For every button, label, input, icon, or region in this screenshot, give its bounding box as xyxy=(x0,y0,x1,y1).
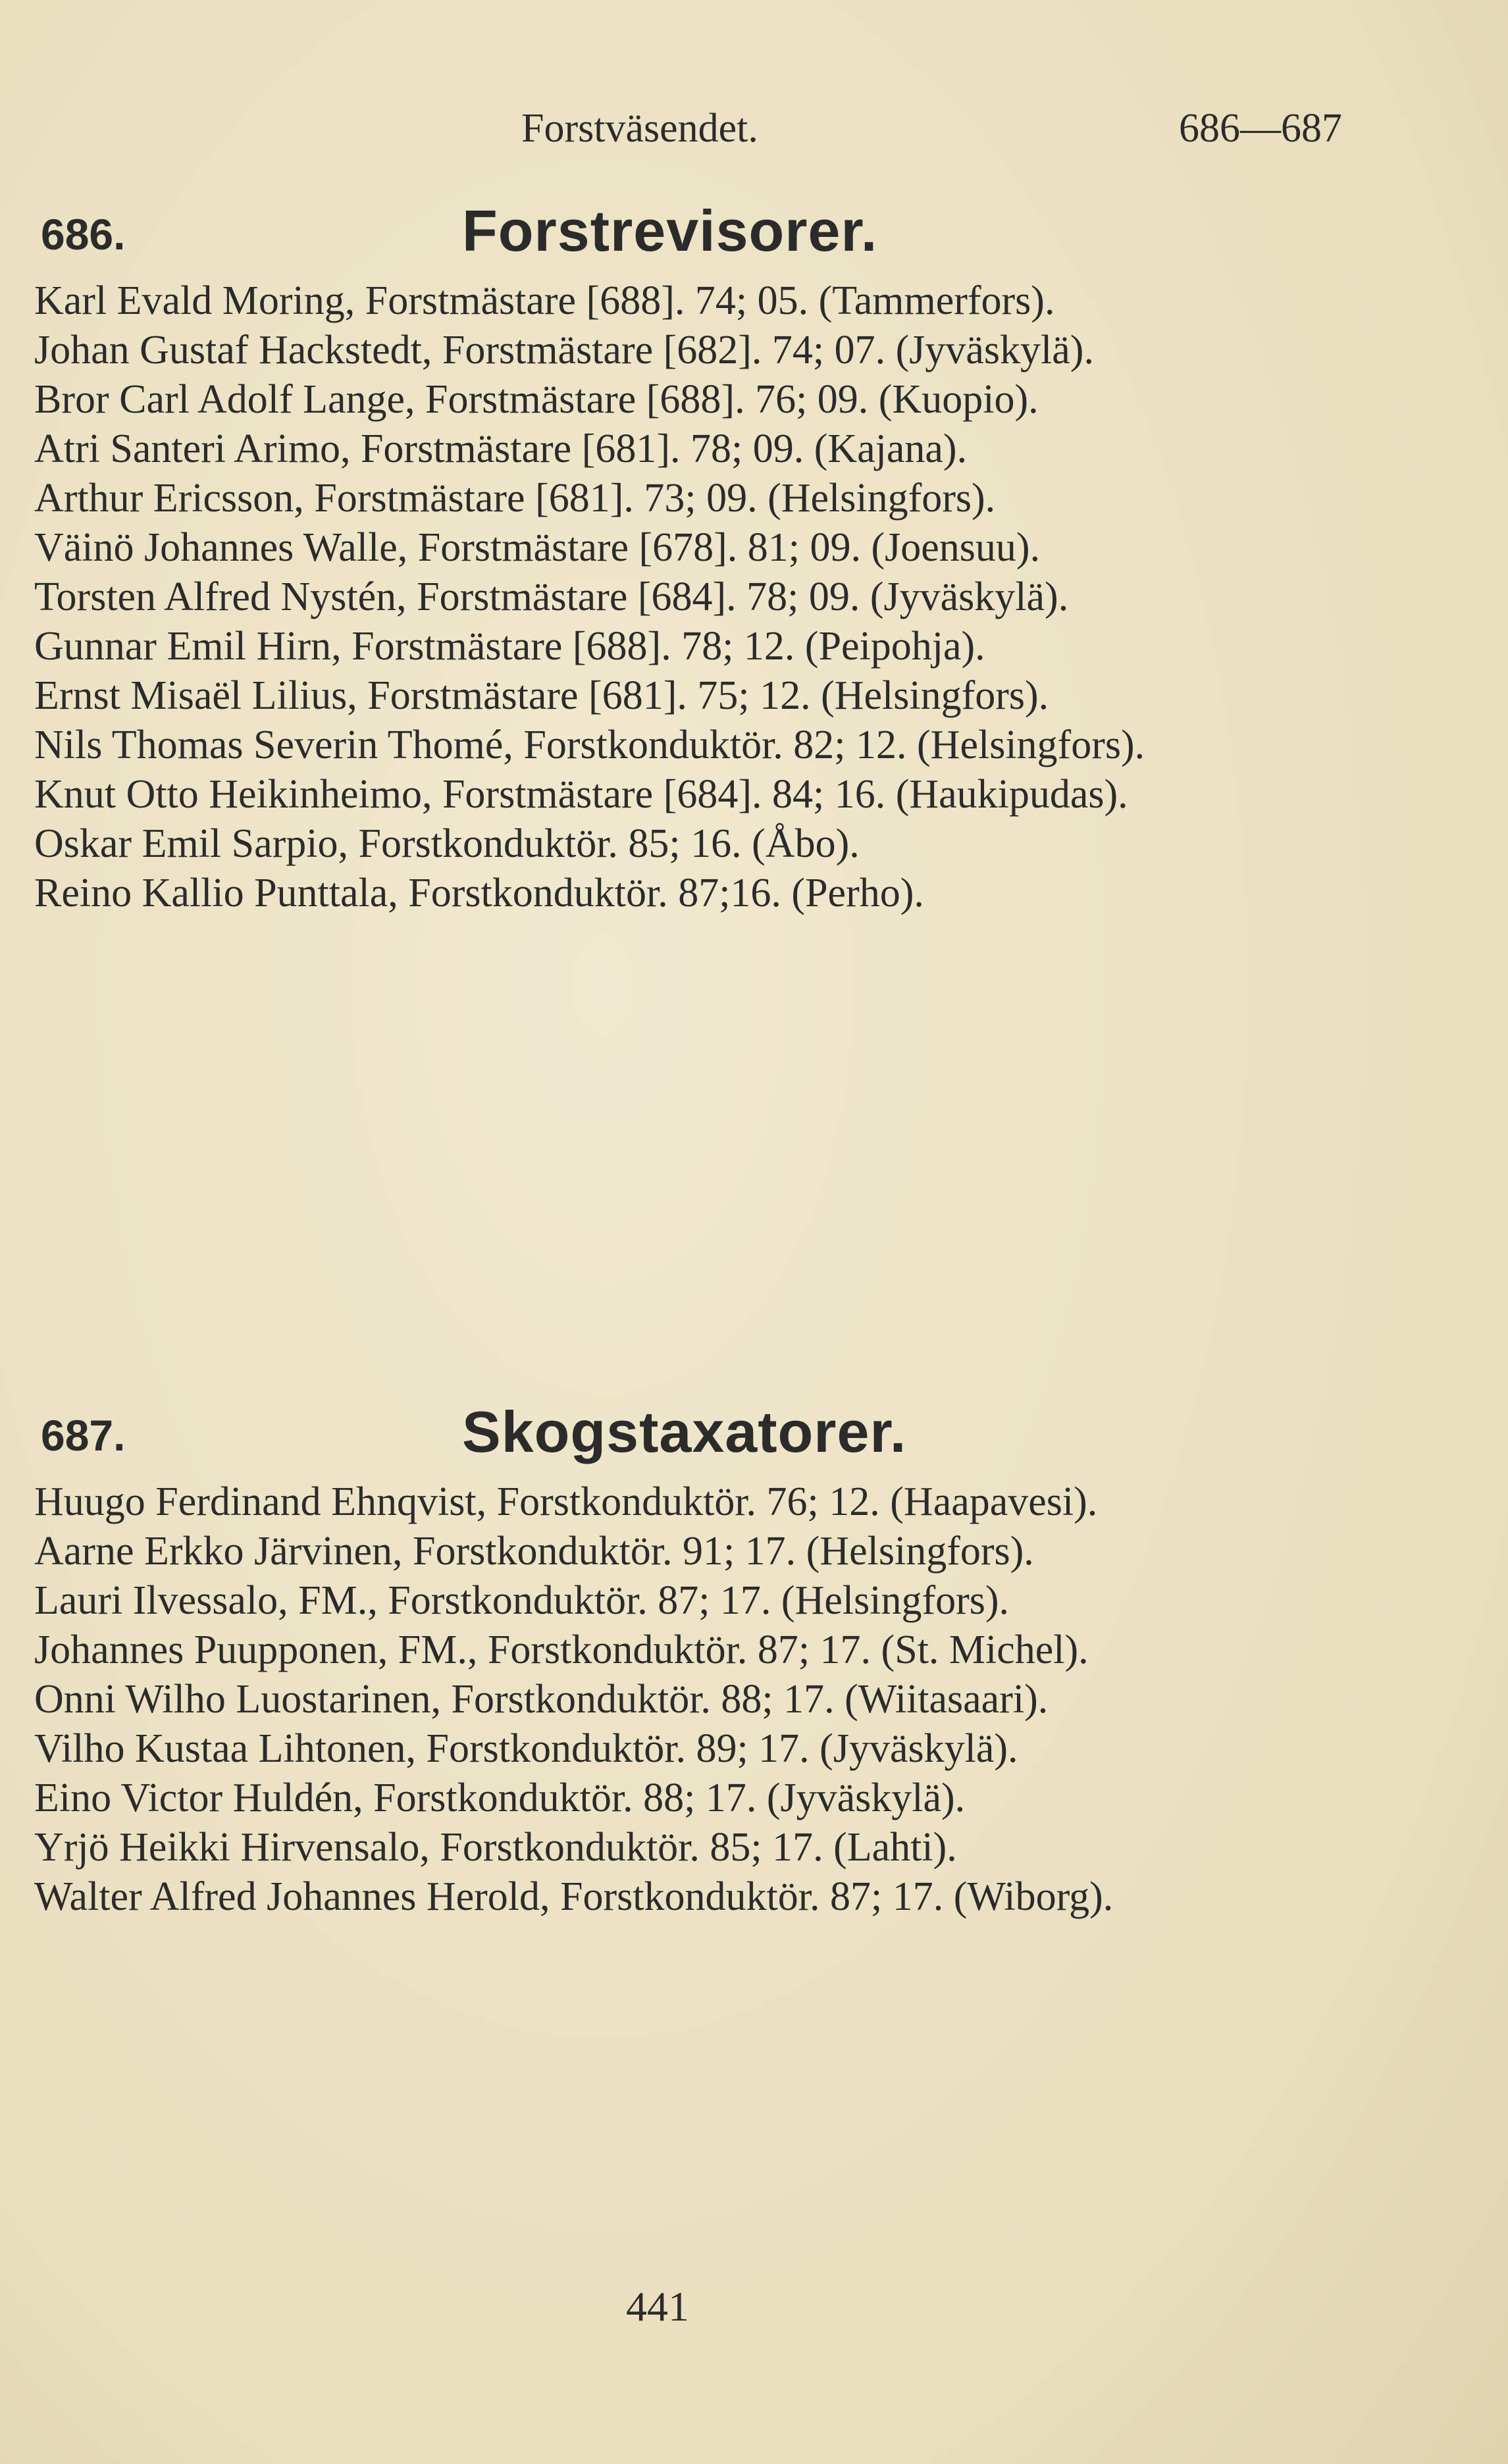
list-item: Reino Kallio Punttala, Forstkonduktör. 87;16. (Perho). xyxy=(34,871,924,915)
section-title: Skogstaxatorer. xyxy=(462,1399,907,1464)
list-item: Eino Victor Huldén, Forstkonduktör. 88; 17. (Jyväskylä). xyxy=(34,1776,966,1820)
list-item: Gunnar Emil Hirn, Forstmästare [688]. 78; 12. (Peipohja). xyxy=(34,624,985,669)
list-item: Knut Otto Heikinheimo, Forstmästare [684]. 84; 16. (Haukipudas). xyxy=(34,772,1128,817)
entry-list xyxy=(34,276,1342,918)
list-item: Johannes Puupponen, FM., Forstkonduktör. 87; 17. (St. Michel). xyxy=(34,1628,1089,1672)
list-item: Vilho Kustaa Lihtonen, Forstkonduktör. 89; 17. (Jyväskylä). xyxy=(34,1726,1018,1771)
section-heading xyxy=(34,1399,1342,1477)
running-page-range: 686—687 xyxy=(1179,106,1342,151)
entry-list xyxy=(34,1477,1342,1922)
list-item: Walter Alfred Johannes Herold, Forstkonduktör. 87; 17. (Wiborg). xyxy=(34,1874,1114,1919)
section-heading xyxy=(34,197,1342,276)
list-item: Yrjö Heikki Hirvensalo, Forstkonduktör. 85; 17. (Lahti). xyxy=(34,1825,957,1870)
list-item: Arthur Ericsson, Forstmästare [681]. 73; 09. (Helsingfors). xyxy=(34,476,996,521)
section-number: 687. xyxy=(41,1411,126,1460)
section-forstrevisorer xyxy=(34,197,1342,918)
list-item: Bror Carl Adolf Lange, Forstmästare [688]. 76; 09. (Kuopio). xyxy=(34,377,1039,422)
running-title: Forstväsendet. xyxy=(521,106,758,151)
list-item: Aarne Erkko Järvinen, Forstkonduktör. 91; 17. (Helsingfors). xyxy=(34,1529,1034,1574)
section-title: Forstrevisorer. xyxy=(462,198,878,263)
running-head xyxy=(34,105,1342,165)
list-item: Torsten Alfred Nystén, Forstmästare [684]. 78; 09. (Jyväskylä). xyxy=(34,575,1069,619)
list-item: Väinö Johannes Walle, Forstmästare [678]. 81; 09. (Joensuu). xyxy=(34,525,1041,570)
list-item: Lauri Ilvessalo, FM., Forstkonduktör. 87; 17. (Helsingfors). xyxy=(34,1578,1010,1623)
section-skogstaxatorer xyxy=(34,1399,1342,1922)
list-item: Huugo Ferdinand Ehnqvist, Forstkonduktör. 76; 12. (Haapavesi). xyxy=(34,1479,1098,1524)
page-number: 441 xyxy=(626,2283,689,2330)
list-item: Onni Wilho Luostarinen, Forstkonduktör. 88; 17. (Wiitasaari). xyxy=(34,1677,1049,1722)
list-item: Karl Evald Moring, Forstmästare [688]. 74; 05. (Tammerfors). xyxy=(34,278,1055,323)
list-item: Ernst Misaël Lilius, Forstmästare [681]. 75; 12. (Helsingfors). xyxy=(34,673,1049,718)
list-item: Nils Thomas Severin Thomé, Forstkonduktör. 82; 12. (Helsingfors). xyxy=(34,723,1145,767)
list-item: Atri Santeri Arimo, Forstmästare [681]. 78; 09. (Kajana). xyxy=(34,426,968,471)
list-item: Johan Gustaf Hackstedt, Forstmästare [682]. 74; 07. (Jyväskylä). xyxy=(34,328,1094,372)
list-item: Oskar Emil Sarpio, Forstkonduktör. 85; 16. (Åbo). xyxy=(34,821,860,866)
section-number: 686. xyxy=(41,210,126,259)
